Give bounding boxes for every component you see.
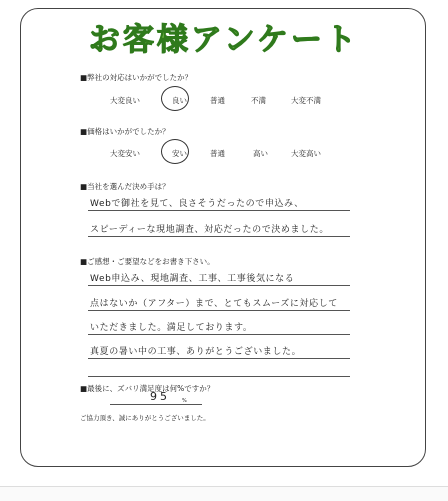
handwritten-answer: Web申込み、現地調査、工事、工事後気になる	[90, 274, 295, 284]
option-very-expensive: 大変高い	[291, 149, 321, 158]
option-good: 良い	[172, 96, 187, 105]
option-cheap: 安い	[172, 149, 187, 158]
selected-circle	[161, 86, 189, 111]
handwritten-answer: 真夏の暑い中の工事、ありがとうございました。	[90, 347, 302, 357]
answer-rule	[88, 376, 350, 377]
question-price: ■価格はいかがでしたか？	[80, 127, 170, 136]
thank-you-note: ご協力頂き、誠にありがとうございました。	[80, 414, 210, 422]
survey-title: お客様アンケート	[88, 22, 360, 58]
option-normal: 普通	[210, 149, 225, 158]
satisfaction-rule	[110, 404, 202, 405]
option-dissatisfied: 不満	[251, 96, 266, 105]
handwritten-answer: いただきました。満足しております。	[90, 323, 253, 333]
option-normal: 普通	[210, 96, 225, 105]
answer-rule	[88, 334, 350, 335]
option-very-dissatisfied: 大変不満	[291, 96, 321, 105]
option-very-good: 大変良い	[110, 96, 140, 105]
answer-rule	[88, 358, 350, 359]
handwritten-answer: スピーディーな現地調査、対応だったので決めました。	[90, 225, 329, 235]
handwritten-answer: 点はないか（アフター）まで、とてもスムーズに対応して	[90, 299, 338, 309]
question-service: ■弊社の対応はいかがでしたか？	[80, 73, 193, 82]
answer-rule	[88, 236, 350, 237]
answer-rule	[88, 310, 350, 311]
option-very-cheap: 大変安い	[110, 149, 140, 158]
answer-rule	[88, 210, 350, 211]
satisfaction-value: 95	[150, 390, 170, 403]
question-feedback: ■ご感想・ご要望などをお書き下さい。	[80, 257, 215, 266]
handwritten-answer: Webで御社を見て、良さそうだったので申込み、	[90, 199, 304, 209]
answer-rule	[88, 285, 350, 286]
option-expensive: 高い	[253, 149, 268, 158]
selected-circle	[161, 139, 189, 164]
question-satisfaction: ■最後に、ズバリ満足度は何%ですか？	[80, 384, 215, 393]
question-reason: ■当社を選んだ決め手は？	[80, 182, 170, 191]
satisfaction-unit: %	[182, 398, 187, 404]
page-bottom-strip	[0, 486, 448, 501]
